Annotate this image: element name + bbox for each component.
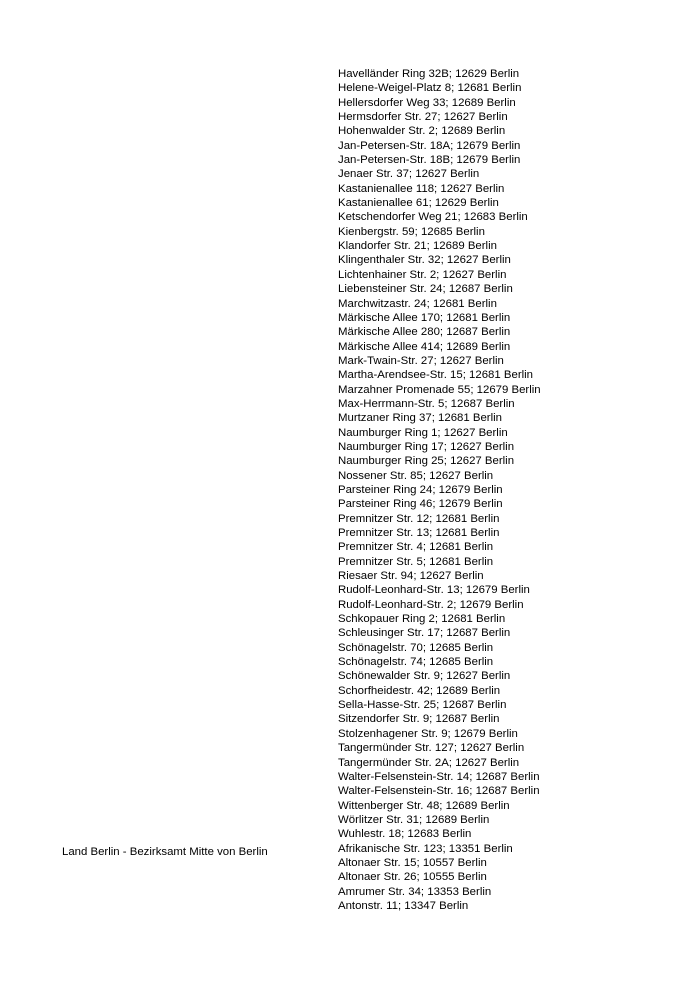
address-entry: Schorfheidestr. 42; 12689 Berlin <box>338 684 501 697</box>
address-entry: Schkopauer Ring 2; 12681 Berlin <box>338 613 506 626</box>
address-entry: Naumburger Ring 1; 12627 Berlin <box>338 426 508 439</box>
address-entry: Walter-Felsenstein-Str. 16; 12687 Berlin <box>338 785 540 798</box>
organization-label: Land Berlin - Bezirksamt Mitte von Berlin <box>62 846 268 858</box>
address-entry: Klingenthaler Str. 32; 12627 Berlin <box>338 254 511 267</box>
address-entry: Parsteiner Ring 24; 12679 Berlin <box>338 483 503 496</box>
address-entry: Schönewalder Str. 9; 12627 Berlin <box>338 670 511 683</box>
address-entry: Marchwitzastr. 24; 12681 Berlin <box>338 297 497 310</box>
address-entry: Altonaer Str. 15; 10557 Berlin <box>338 856 487 869</box>
address-entry: Premnitzer Str. 4; 12681 Berlin <box>338 541 494 554</box>
address-entry: Naumburger Ring 17; 12627 Berlin <box>338 440 515 453</box>
address-entry: Antonstr. 11; 13347 Berlin <box>338 899 469 912</box>
address-entry: Stolzenhagener Str. 9; 12679 Berlin <box>338 727 518 740</box>
address-entry: Premnitzer Str. 13; 12681 Berlin <box>338 527 500 539</box>
address-entry: Premnitzer Str. 5; 12681 Berlin <box>338 555 494 568</box>
address-entry: Marzahner Promenade 55; 12679 Berlin <box>338 383 541 396</box>
address-entry: Jenaer Str. 37; 12627 Berlin <box>338 168 480 181</box>
address-entry: Afrikanische Str. 123; 13351 Berlin <box>338 842 513 855</box>
address-entry: Rudolf-Leonhard-Str. 2; 12679 Berlin <box>338 598 524 611</box>
address-entry: Walter-Felsenstein-Str. 14; 12687 Berlin <box>338 770 540 783</box>
address-entry: Jan-Petersen-Str. 18A; 12679 Berlin <box>338 139 521 152</box>
address-entry: Sella-Hasse-Str. 25; 12687 Berlin <box>338 699 507 712</box>
address-entry: Martha-Arendsee-Str. 15; 12681 Berlin <box>338 369 534 382</box>
address-entry: Murtzaner Ring 37; 12681 Berlin <box>338 412 502 425</box>
address-entry: Altonaer Str. 26; 10555 Berlin <box>338 871 487 884</box>
address-entry: Hellersdorfer Weg 33; 12689 Berlin <box>338 96 516 109</box>
address-entry: Havelländer Ring 32B; 12629 Berlin <box>338 68 520 80</box>
address-entry: Rudolf-Leonhard-Str. 13; 12679 Berlin <box>338 584 530 597</box>
address-entry: Wittenberger Str. 48; 12689 Berlin <box>338 799 510 812</box>
address-entry: Ketschendorfer Weg 21; 12683 Berlin <box>338 211 528 224</box>
address-entry: Märkische Allee 414; 12689 Berlin <box>338 340 511 353</box>
address-entry: Schönagelstr. 70; 12685 Berlin <box>338 641 494 654</box>
address-entry: Hohenwalder Str. 2; 12689 Berlin <box>338 125 506 138</box>
address-entry: Märkische Allee 280; 12687 Berlin <box>338 326 511 339</box>
address-entry: Kastanienallee 61; 12629 Berlin <box>338 197 499 210</box>
address-entry: Kienbergstr. 59; 12685 Berlin <box>338 225 485 238</box>
address-list <box>338 67 541 913</box>
address-entry: Parsteiner Ring 46; 12679 Berlin <box>338 498 503 511</box>
address-entry: Märkische Allee 170; 12681 Berlin <box>338 311 511 324</box>
address-entry: Wuhlestr. 18; 12683 Berlin <box>338 828 472 841</box>
address-entry: Amrumer Str. 34; 13353 Berlin <box>338 885 492 898</box>
address-entry: Mark-Twain-Str. 27; 12627 Berlin <box>338 354 504 367</box>
address-entry: Hermsdorfer Str. 27; 12627 Berlin <box>338 111 508 124</box>
address-entry: Wörlitzer Str. 31; 12689 Berlin <box>338 813 490 826</box>
address-entry: Tangermünder Str. 127; 12627 Berlin <box>338 742 525 755</box>
address-entry: Lichtenhainer Str. 2; 12627 Berlin <box>338 268 507 281</box>
address-entry: Klandorfer Str. 21; 12689 Berlin <box>338 240 497 253</box>
address-entry: Schleusinger Str. 17; 12687 Berlin <box>338 627 511 640</box>
address-entry: Max-Herrmann-Str. 5; 12687 Berlin <box>338 397 515 410</box>
address-entry: Kastanienallee 118; 12627 Berlin <box>338 182 505 195</box>
address-entry: Naumburger Ring 25; 12627 Berlin <box>338 455 515 468</box>
address-entry: Jan-Petersen-Str. 18B; 12679 Berlin <box>338 154 521 167</box>
address-entry: Premnitzer Str. 12; 12681 Berlin <box>338 512 500 525</box>
address-entry: Liebensteiner Str. 24; 12687 Berlin <box>338 283 513 296</box>
address-entry: Sitzendorfer Str. 9; 12687 Berlin <box>338 713 500 726</box>
address-entry: Schönagelstr. 74; 12685 Berlin <box>338 656 494 669</box>
address-entry: Tangermünder Str. 2A; 12627 Berlin <box>338 756 520 769</box>
address-entry: Helene-Weigel-Platz 8; 12681 Berlin <box>338 82 522 95</box>
address-entry: Riesaer Str. 94; 12627 Berlin <box>338 570 484 583</box>
address-entry: Nossener Str. 85; 12627 Berlin <box>338 469 494 482</box>
